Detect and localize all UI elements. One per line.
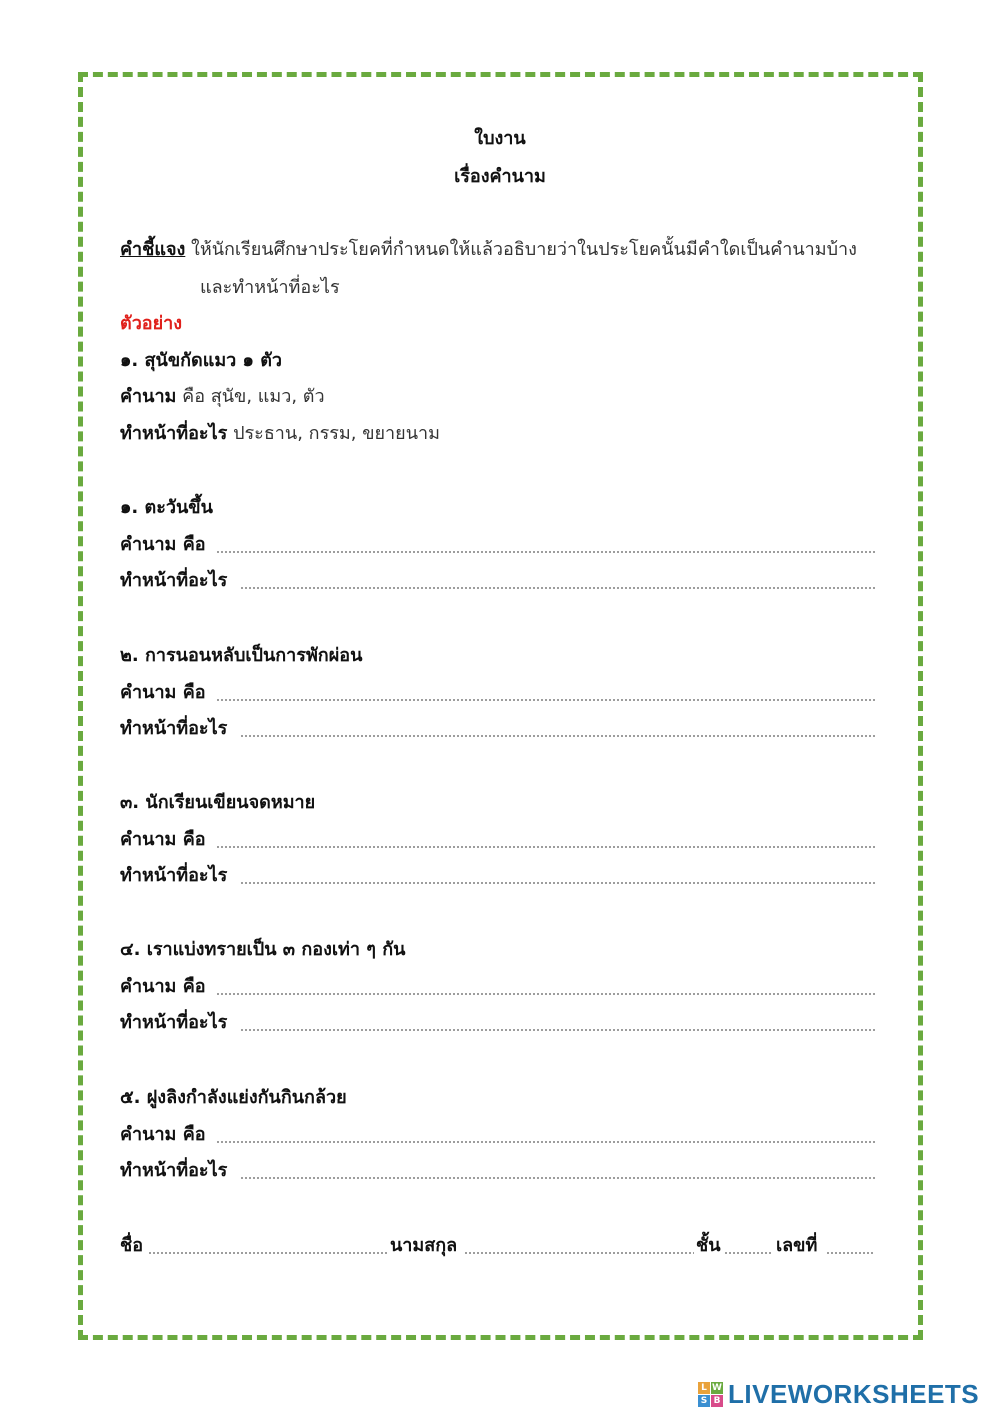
question-3-noun-label: คำนาม คือ	[120, 829, 206, 850]
question-1-sentence: ๑. ตะวันขึ้น	[120, 497, 213, 518]
question-5-sentence: ๕. ฝูงลิงกำลังแย่งกันกินกล้วย	[120, 1087, 347, 1108]
example-function-label: ทำหน้าที่อะไร	[120, 423, 228, 444]
question-1-function-label: ทำหน้าที่อะไร	[120, 570, 228, 591]
footer-number-label: เลขที่	[776, 1235, 818, 1256]
logo-tile-b: B	[711, 1395, 723, 1407]
logo-tile-w: W	[712, 1382, 722, 1393]
example-sentence: ๑. สุนัขกัดแมว ๑ ตัว	[120, 350, 283, 371]
logo-tiles-icon	[698, 1382, 723, 1407]
logo-tile-l: L	[698, 1382, 710, 1394]
question-5-noun-label: คำนาม คือ	[120, 1124, 206, 1145]
question-1-noun-label: คำนาม คือ	[120, 534, 206, 555]
example-noun-line	[120, 385, 325, 409]
question-3-noun-answer[interactable]	[216, 846, 876, 848]
instruction-label: คำชี้แจง	[120, 239, 186, 260]
example-function-line	[120, 422, 440, 446]
footer-name-field[interactable]	[148, 1252, 388, 1254]
worksheet-title: ใบงาน	[474, 128, 526, 149]
question-2-function-label: ทำหน้าที่อะไร	[120, 718, 228, 739]
question-4-function-answer[interactable]	[240, 1029, 876, 1031]
example-function-answer: ประธาน, กรรม, ขยายนาม	[233, 423, 440, 444]
question-5-function-answer[interactable]	[240, 1177, 876, 1179]
question-4-sentence: ๔. เราแบ่งทรายเป็น ๓ กองเท่า ๆ กัน	[120, 939, 406, 960]
question-1-noun-answer[interactable]	[216, 551, 876, 553]
liveworksheets-logo[interactable]	[698, 1378, 979, 1410]
question-3-sentence: ๓. นักเรียนเขียนจดหมาย	[120, 792, 316, 813]
question-4-noun-answer[interactable]	[216, 993, 876, 995]
footer-grade-label: ชั้น	[696, 1235, 721, 1256]
example-noun-answer: คือ สุนัข, แมว, ตัว	[182, 386, 325, 407]
footer-name-label: ชื่อ	[120, 1235, 144, 1256]
footer-number-field[interactable]	[826, 1252, 874, 1254]
question-2-sentence: ๒. การนอนหลับเป็นการพักผ่อน	[120, 645, 363, 666]
instruction-line-2: และทำหน้าที่อะไร	[200, 277, 340, 298]
question-3-function-answer[interactable]	[240, 882, 876, 884]
logo-tile-s: S	[698, 1395, 710, 1407]
example-noun-label: คำนาม	[120, 386, 177, 407]
instruction-text: ให้นักเรียนศึกษาประโยคที่กำหนดให้แล้วอธิบายว่าในประโยคนั้นมีคำใดเป็นคำนามบ้าง	[191, 239, 857, 260]
question-3-function-label: ทำหน้าที่อะไร	[120, 865, 228, 886]
question-2-noun-answer[interactable]	[216, 699, 876, 701]
question-4-noun-label: คำนาม คือ	[120, 976, 206, 997]
question-4-function-label: ทำหน้าที่อะไร	[120, 1012, 228, 1033]
worksheet-subtitle: เรื่องคำนาม	[454, 166, 546, 187]
footer-grade-field[interactable]	[724, 1252, 772, 1254]
example-label: ตัวอย่าง	[120, 313, 183, 334]
question-5-noun-answer[interactable]	[216, 1141, 876, 1143]
question-2-function-answer[interactable]	[240, 735, 876, 737]
dashed-border	[78, 72, 923, 1340]
instruction-line-1	[120, 238, 857, 262]
question-2-noun-label: คำนาม คือ	[120, 682, 206, 703]
brand-name: LIVEWORKSHEETS	[728, 1378, 980, 1409]
footer-surname-field[interactable]	[464, 1252, 694, 1254]
question-5-function-label: ทำหน้าที่อะไร	[120, 1160, 228, 1181]
footer-surname-label: นามสกุล	[390, 1235, 458, 1256]
question-1-function-answer[interactable]	[240, 587, 876, 589]
